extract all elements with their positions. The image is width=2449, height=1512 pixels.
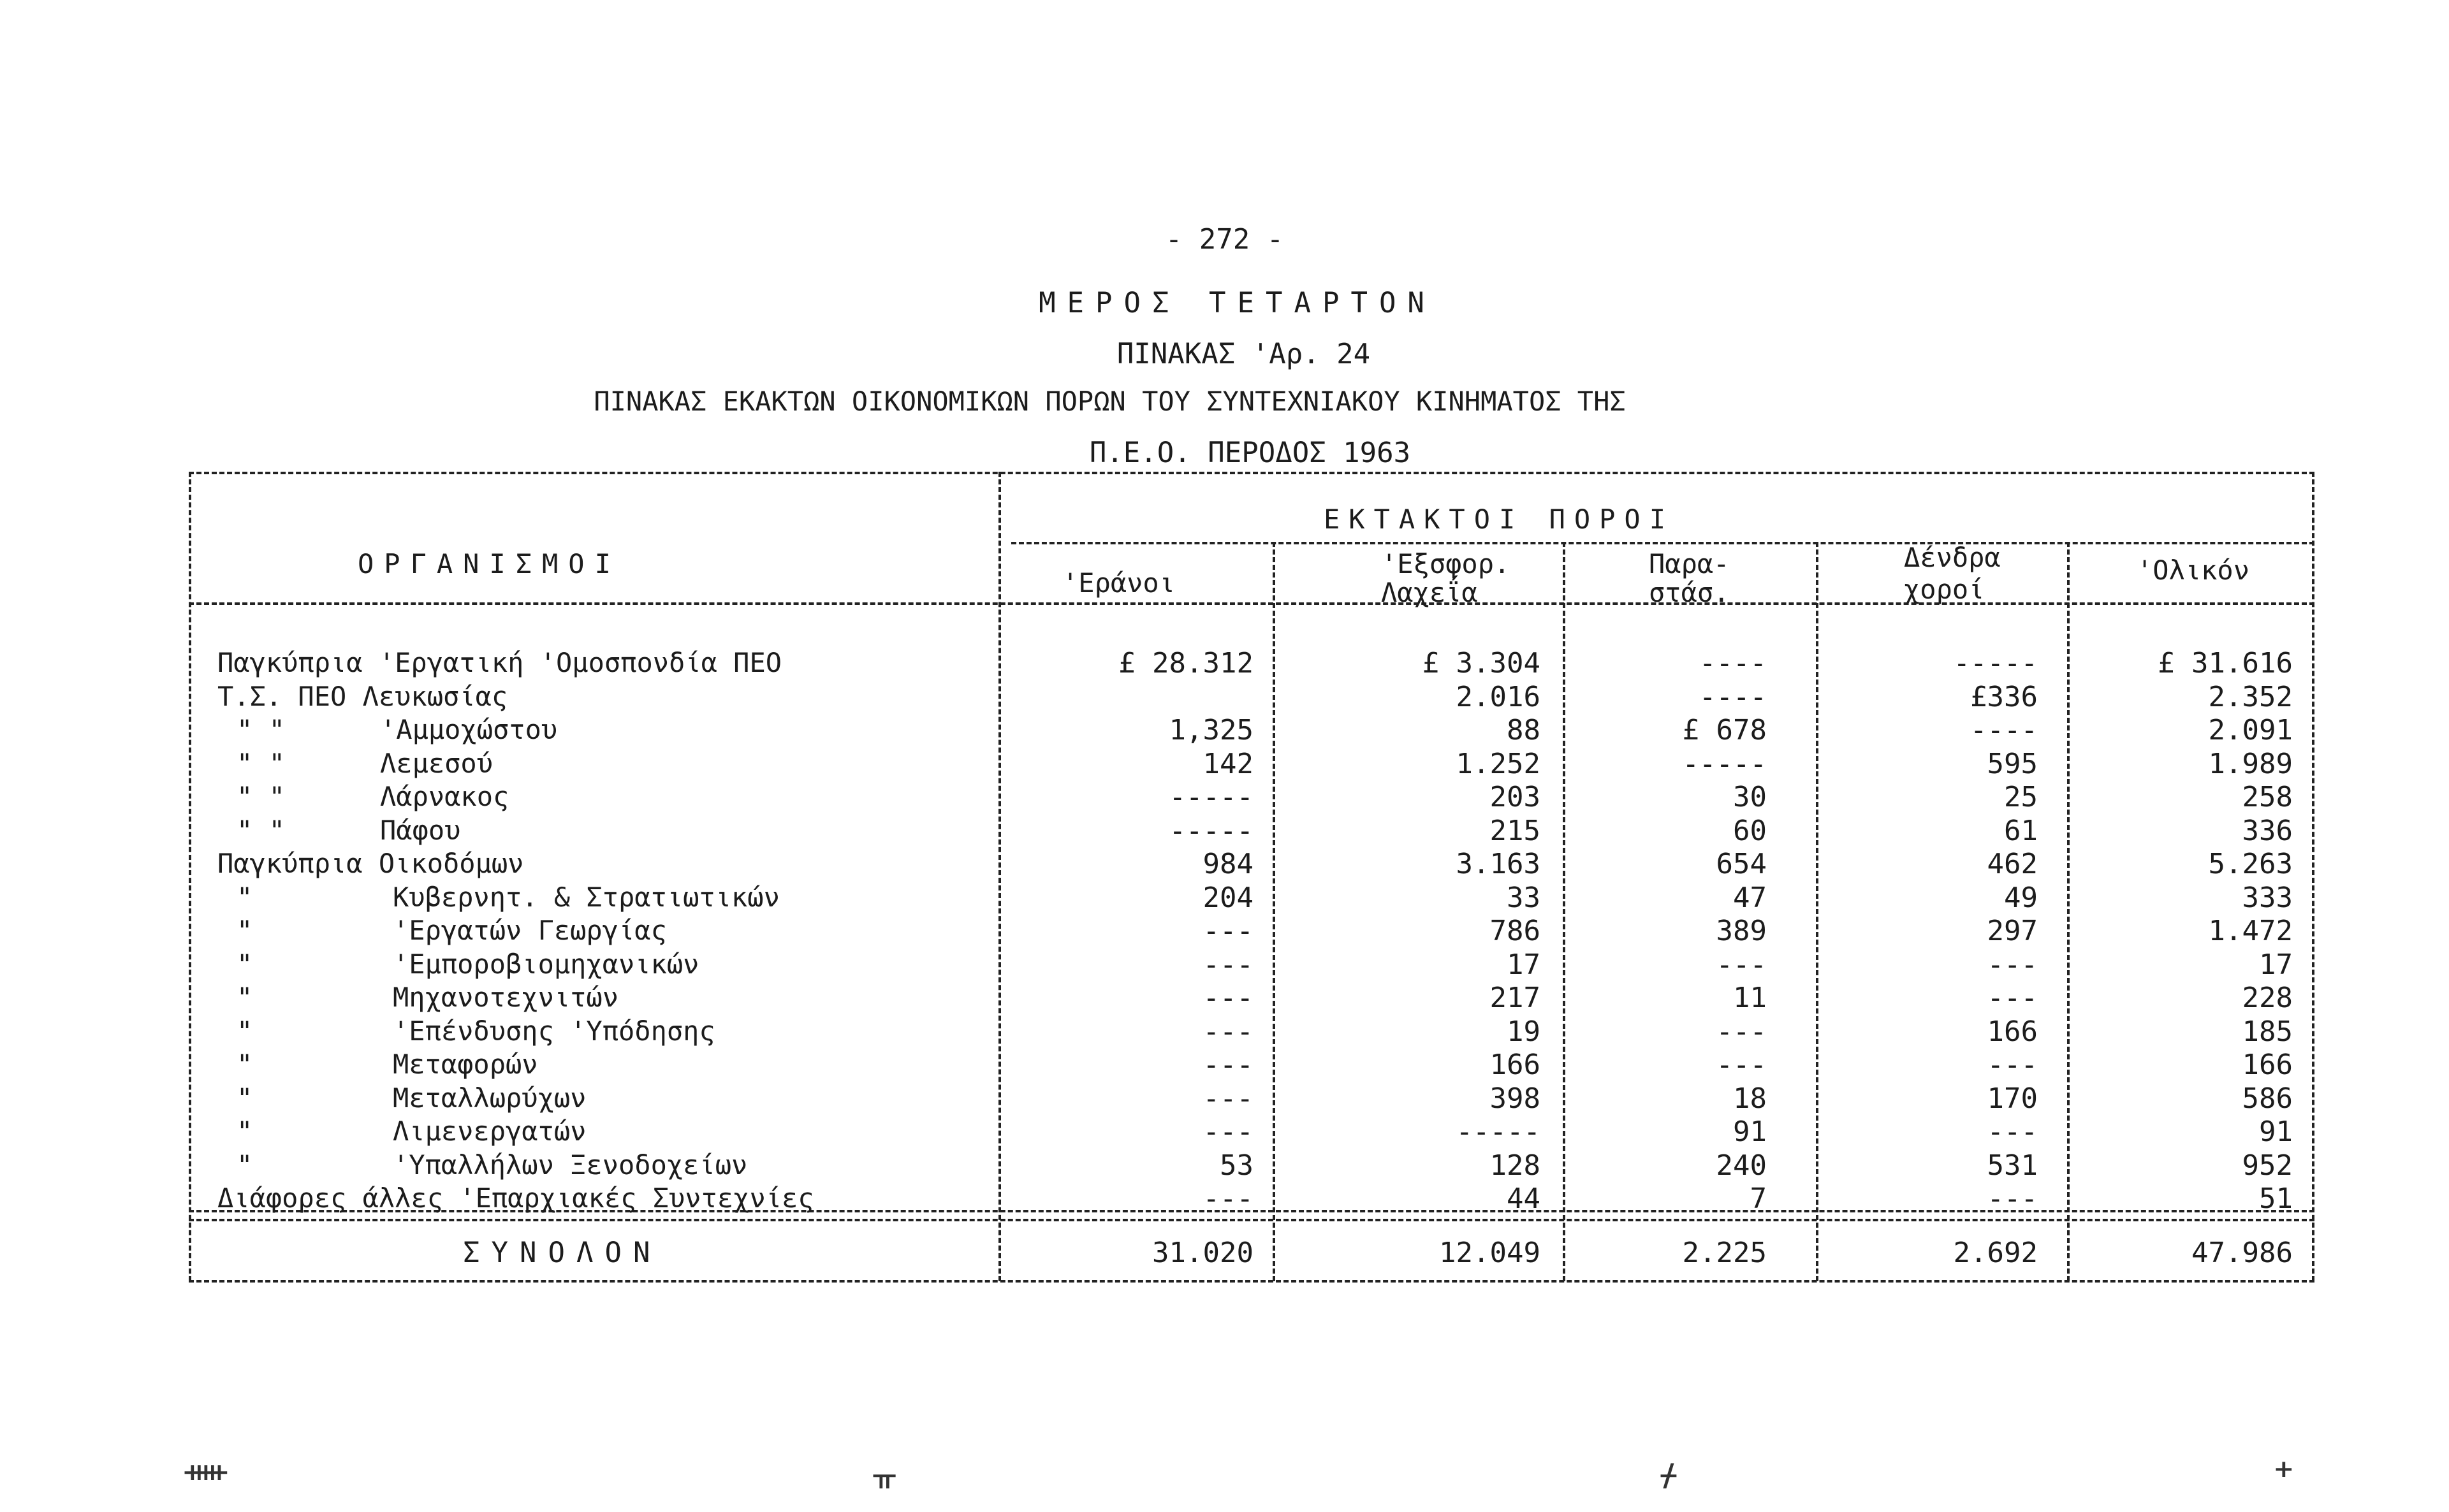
- ditto-mark: " ": [237, 781, 285, 812]
- org-column-header: ΟΡΓΑΝΙΣΜΟΙ: [358, 548, 621, 579]
- cell-total: 333: [2242, 881, 2293, 914]
- col-rule-chores: [2067, 542, 2070, 1281]
- cell-parast: 18: [1733, 1082, 1767, 1115]
- col-rule-org: [998, 472, 1001, 1281]
- row-label: 'Εργατών Γεωργίας: [393, 915, 667, 946]
- cell-eranoi: ---: [1203, 1116, 1254, 1148]
- ditto-mark: ": [237, 1116, 253, 1147]
- part-title: ΜΕΡΟΣ ΤΕΤΑΡΤΟΝ: [1039, 287, 1436, 319]
- cell-parast: £ 678: [1682, 714, 1767, 746]
- cell-lachia: 398: [1489, 1082, 1540, 1115]
- ditto-mark: " ": [237, 714, 285, 745]
- cell-parast: -----: [1682, 747, 1767, 780]
- cell-chores: 166: [1987, 1015, 2038, 1048]
- header-bottom-rule: [189, 602, 2314, 605]
- table-heading-line1: ΠΙΝΑΚΑΣ ΕΚΑΚΤΩΝ ΟΙΚΟΝΟΜΙΚΩΝ ΠΟΡΩΝ ΤΟΥ ΣΥΝΤΕΧΝΙΑΚΟΥ ΚΙΝΗΜΑΤΟΣ ΤΗΣ: [594, 386, 1626, 417]
- chores-header-line1: Δένδρα: [1904, 542, 2001, 573]
- resources-table: [189, 472, 2314, 1300]
- cell-eranoi: 204: [1203, 881, 1254, 914]
- cell-total: 2.352: [2208, 680, 2293, 713]
- cell-lachia: 1.252: [1456, 747, 1540, 780]
- chores-header-line2: χοροί: [1904, 574, 1985, 605]
- cell-eranoi: 984: [1203, 848, 1254, 880]
- row-label: Παγκύπρια 'Εργατική 'Ομοσπονδία ΠΕΟ: [217, 647, 782, 678]
- cell-lachia: 166: [1489, 1049, 1540, 1081]
- row-label: Μεταλλωρύχων: [393, 1082, 587, 1114]
- ditto-mark: ": [237, 982, 253, 1013]
- ditto-mark: ": [237, 948, 253, 980]
- cell-parast: ----: [1699, 680, 1767, 713]
- cell-parast: 240: [1716, 1149, 1767, 1182]
- cell-eranoi: ---: [1203, 1182, 1254, 1215]
- ditto-mark: " ": [237, 814, 285, 846]
- cell-total: 91: [2259, 1116, 2293, 1148]
- cell-total: 17: [2259, 948, 2293, 981]
- parast-header-line1: Παρα-: [1649, 548, 1730, 579]
- total-lachia: 12.049: [1439, 1237, 1540, 1269]
- row-label: Τ.Σ. ΠΕΟ Λευκωσίας: [217, 680, 508, 712]
- ditto-mark: ": [237, 1049, 253, 1080]
- cell-chores: 170: [1987, 1082, 2038, 1115]
- cell-parast: ---: [1716, 1015, 1767, 1048]
- row-label: 'Επένδυσης 'Υπόδησης: [393, 1015, 715, 1047]
- cell-chores: 531: [1987, 1149, 2038, 1182]
- cell-chores: ---: [1987, 1182, 2038, 1215]
- lachia-header-line1: 'Εξσφορ.: [1381, 548, 1510, 579]
- cell-parast: ----: [1699, 647, 1767, 680]
- row-label: Λιμενεργατών: [393, 1116, 587, 1147]
- table-top-rule: [189, 472, 2314, 474]
- cell-lachia: 88: [1507, 714, 1540, 746]
- cell-total: 952: [2242, 1149, 2293, 1182]
- cell-lachia: 786: [1489, 915, 1540, 947]
- cell-eranoi: ---: [1203, 948, 1254, 981]
- row-label: Κυβερνητ. & Στρατιωτικών: [393, 881, 780, 913]
- cell-parast: ---: [1716, 948, 1767, 981]
- total-total: 47.986: [2191, 1237, 2293, 1269]
- cell-total: 51: [2259, 1182, 2293, 1215]
- cell-eranoi: £ 28.312: [1118, 647, 1254, 680]
- ditto-mark: ": [237, 881, 253, 913]
- table-number: ΠΙΝΑΚΑΣ 'Αρ. 24: [1116, 338, 1371, 370]
- cell-chores: ---: [1987, 982, 2038, 1014]
- cell-lachia: 44: [1507, 1182, 1540, 1215]
- eranoi-header: 'Εράνοι: [1062, 567, 1176, 599]
- cell-parast: 654: [1716, 848, 1767, 880]
- cell-lachia: 17: [1507, 948, 1540, 981]
- table-right-rule: [2312, 472, 2314, 1281]
- cell-eranoi: -----: [1169, 814, 1254, 847]
- group-column-header: ΕΚΤΑΚΤΟΙ ΠΟΡΟΙ: [1324, 504, 1675, 535]
- cell-chores: -----: [1953, 647, 2038, 680]
- page-number: - 272 -: [1165, 223, 1284, 256]
- corner-mark-mid-right: ᚋ: [1661, 1457, 1676, 1492]
- cell-lachia: 203: [1489, 781, 1540, 813]
- row-label: Λάρνακος: [380, 781, 509, 812]
- total-top-rule-2: [189, 1219, 2314, 1221]
- cell-chores: 49: [2004, 881, 2038, 914]
- total-header: 'Ολικόν: [2137, 555, 2250, 586]
- cell-lachia: -----: [1456, 1116, 1540, 1148]
- total-chores: 2.692: [1953, 1237, 2038, 1269]
- ditto-mark: ": [237, 1149, 253, 1181]
- corner-mark-left: ᚔ: [185, 1453, 227, 1489]
- row-label: 'Υπαλλήλων Ξενοδοχείων: [393, 1149, 748, 1181]
- cell-parast: 91: [1733, 1116, 1767, 1148]
- cell-eranoi: ---: [1203, 982, 1254, 1014]
- parast-header-line2: στάσ.: [1649, 577, 1730, 608]
- col-rule-eranoi: [1273, 542, 1275, 1281]
- cell-total: 336: [2242, 814, 2293, 847]
- cell-eranoi: ---: [1203, 1049, 1254, 1081]
- cell-chores: ---: [1987, 1049, 2038, 1081]
- cell-chores: 297: [1987, 915, 2038, 947]
- ditto-mark: ": [237, 1082, 253, 1114]
- cell-total: 586: [2242, 1082, 2293, 1115]
- corner-mark-mid-left: ᚂ: [874, 1457, 896, 1492]
- cell-eranoi: -----: [1169, 781, 1254, 813]
- row-label: Παγκύπρια Οικοδόμων: [217, 848, 524, 879]
- cell-chores: ---: [1987, 1116, 2038, 1148]
- cell-lachia: 33: [1507, 881, 1540, 914]
- row-label: Διάφορες άλλες 'Επαρχιακές Συντεχνίες: [217, 1182, 814, 1214]
- cell-eranoi: 1,325: [1169, 714, 1254, 746]
- row-label: Λεμεσού: [380, 747, 493, 779]
- cell-parast: ---: [1716, 1049, 1767, 1081]
- total-parast: 2.225: [1682, 1237, 1767, 1269]
- cell-eranoi: ---: [1203, 915, 1254, 947]
- cell-eranoi: 142: [1203, 747, 1254, 780]
- cell-chores: 462: [1987, 848, 2038, 880]
- cell-total: 1.989: [2208, 747, 2293, 780]
- col-rule-lachia: [1563, 542, 1565, 1281]
- cell-chores: ---: [1987, 948, 2038, 981]
- cell-eranoi: ---: [1203, 1015, 1254, 1048]
- cell-chores: £336: [1970, 680, 2038, 713]
- cell-total: 258: [2242, 781, 2293, 813]
- ditto-mark: " ": [237, 747, 285, 779]
- table-heading-line2: Π.Ε.Ο. ΠΕΡΟΔΟΣ 1963: [1089, 437, 1411, 469]
- table-bottom-rule: [189, 1280, 2314, 1283]
- cell-eranoi: 53: [1220, 1149, 1254, 1182]
- cell-total: 185: [2242, 1015, 2293, 1048]
- table-left-rule: [189, 472, 191, 1281]
- cell-lachia: 128: [1489, 1149, 1540, 1182]
- cell-parast: 30: [1733, 781, 1767, 813]
- cell-lachia: 19: [1507, 1015, 1540, 1048]
- cell-chores: 61: [2004, 814, 2038, 847]
- cell-lachia: 217: [1489, 982, 1540, 1014]
- lachia-header-line2: Λαχεΐα: [1381, 577, 1478, 608]
- row-label: 'Εμποροβιομηχανικών: [393, 948, 699, 980]
- row-label: Μεταφορών: [393, 1049, 538, 1080]
- row-label: 'Αμμοχώστου: [380, 714, 558, 745]
- corner-mark-right: ᚐ: [2276, 1450, 2292, 1486]
- total-row-label: ΣΥΝΟΛΟΝ: [463, 1237, 662, 1269]
- cell-total: 2.091: [2208, 714, 2293, 746]
- row-label: Μηχανοτεχνιτών: [393, 982, 619, 1013]
- cell-parast: 11: [1733, 982, 1767, 1014]
- row-label: Πάφου: [380, 814, 461, 846]
- ditto-mark: ": [237, 915, 253, 946]
- cell-total: £ 31.616: [2158, 647, 2293, 680]
- cell-lachia: 3.163: [1456, 848, 1540, 880]
- col-rule-parast: [1816, 542, 1818, 1281]
- ditto-mark: ": [237, 1015, 253, 1047]
- cell-chores: ----: [1970, 714, 2038, 746]
- cell-lachia: 215: [1489, 814, 1540, 847]
- cell-total: 5.263: [2208, 848, 2293, 880]
- cell-lachia: £ 3.304: [1422, 647, 1540, 680]
- cell-parast: 60: [1733, 814, 1767, 847]
- cell-eranoi: ---: [1203, 1082, 1254, 1115]
- cell-lachia: 2.016: [1456, 680, 1540, 713]
- cell-total: 166: [2242, 1049, 2293, 1081]
- cell-parast: 47: [1733, 881, 1767, 914]
- cell-parast: 7: [1750, 1182, 1767, 1215]
- cell-total: 228: [2242, 982, 2293, 1014]
- cell-chores: 25: [2004, 781, 2038, 813]
- group-header-rule: [1011, 542, 2314, 544]
- cell-parast: 389: [1716, 915, 1767, 947]
- cell-chores: 595: [1987, 747, 2038, 780]
- cell-total: 1.472: [2208, 915, 2293, 947]
- total-eranoi: 31.020: [1152, 1237, 1254, 1269]
